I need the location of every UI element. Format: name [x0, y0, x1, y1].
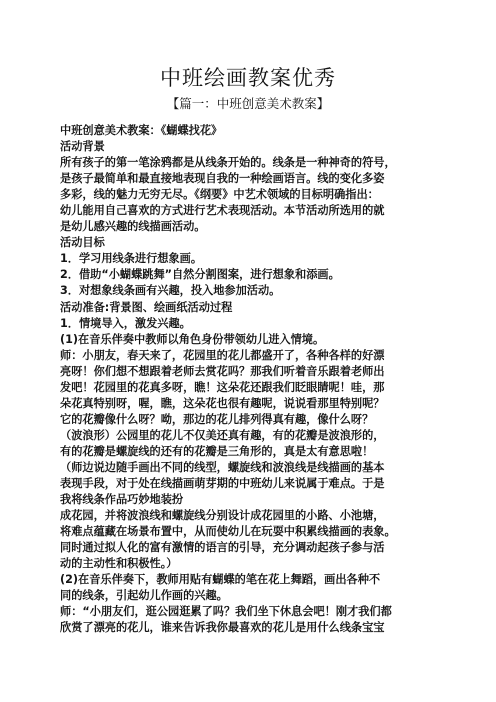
text-line: 亮呀！你们想不想跟着老师去赏花吗？那我们听着音乐跟着老师出: [60, 364, 385, 378]
text-line: 将难点蕴藏在场景布置中，从而使幼儿在玩耍中积累线描画的表象。: [60, 525, 396, 539]
text-line: 多彩，线的魅力无穷无尽。《纲要》中艺术领域的目标明确指出：: [60, 188, 379, 202]
text-line: 它的花瓣像什么呀？呦，那边的花儿排列得真有趣，像什么呀？: [60, 412, 374, 426]
text-line: (2)在音乐伴奏下，教师用贴有蝴蝶的笔在花上舞蹈，画出各种不: [60, 573, 381, 587]
text-line: 表现手段，对于处在线描画萌芽期的中班幼儿来说属于难点。于是: [60, 477, 385, 491]
document-subtitle: 【篇一：中班创意美术教案】: [166, 96, 330, 111]
text-line: (1)在音乐伴奏中教师以角色身份带领幼儿进入情境。: [60, 332, 325, 346]
text-line: 中班创意美术教案：《蝴蝶找花》: [60, 124, 223, 137]
text-line: 幼儿能用自己喜欢的方式进行艺术表现活动。本节活动所选用的就: [60, 204, 385, 218]
text-line: 欣赏了漂亮的花儿，谁来告诉我你最喜欢的花儿是用什么线条宝宝: [60, 621, 385, 635]
text-line: 是幼儿感兴趣的线描画活动。: [60, 220, 206, 234]
text-line: 活动背景: [60, 140, 105, 154]
text-line: （波浪形）公园里的花儿不仅美还真有趣，有的花瓣是波浪形的，: [60, 428, 385, 442]
text-line: 活动准备:背景图、绘画纸活动过程: [60, 300, 233, 314]
text-line: 1．情境导入，激发兴趣。: [60, 316, 191, 330]
text-line: 同的线条，引起幼儿作画的兴趣。: [60, 589, 228, 603]
text-line: 3．对想象线条画有兴趣，投入地参加活动。: [60, 284, 281, 298]
document-title: 中班绘画教案优秀: [160, 66, 336, 90]
document-body: [60, 123, 450, 637]
text-line: 活动目标: [60, 236, 105, 250]
text-line: 动的主动性和积极性。）: [60, 557, 178, 571]
text-line: 1．学习用线条进行想象画。: [60, 252, 203, 266]
text-line: 成花园，并将波浪线和螺旋线分别设计成花园里的小路、小池塘，: [60, 509, 385, 523]
text-line: 同时通过拟人化的富有激情的语言的引导，充分调动起孩子参与活: [60, 541, 385, 555]
text-line: 发吧！花园里的花真多呀，瞧！这朵花还跟我们眨眼睛呢！哇，那: [60, 380, 385, 394]
text-line: 是孩子最简单和最直接地表现自我的一种绘画语言。线的变化多姿: [60, 172, 385, 186]
text-line: 所有孩子的第一笔涂鸦都是从线条开始的。线条是一种神奇的符号，: [60, 156, 396, 170]
text-line: 师：小朋友，春天来了，花园里的花儿都盛开了，各种各样的好漂: [60, 348, 385, 362]
text-line: （师边说边随手画出不同的线型，螺旋线和波浪线是线描画的基本: [60, 460, 385, 474]
text-line: 2．借助“小蝴蝶跳舞”自然分割图案，进行想象和添画。: [60, 268, 340, 282]
text-line: 我将线条作品巧妙地装扮: [60, 493, 184, 507]
text-line: 朵花真特别呀，喔，瞧，这朵花也很有趣呢，说说看那里特别呢？: [60, 396, 385, 410]
text-line: 有的花瓣是螺旋线的还有的花瓣是三角形的，真是太有意思啦！: [60, 444, 374, 458]
text-line: 师：“小朋友们，逛公园逛累了吗？我们坐下休息会吧！刚才我们都: [60, 605, 392, 619]
